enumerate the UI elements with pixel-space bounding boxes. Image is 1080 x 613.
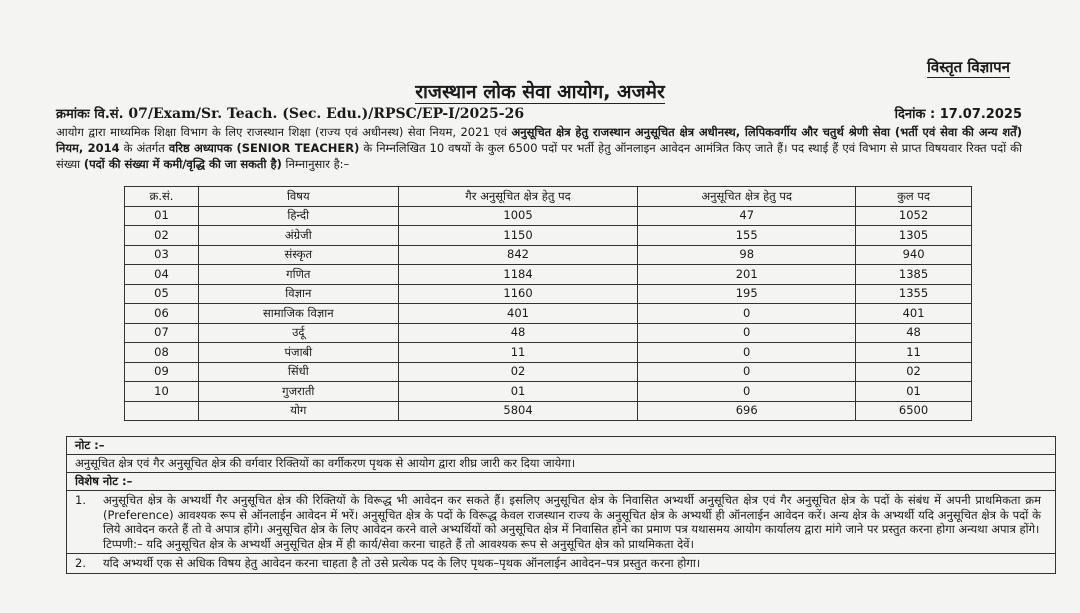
cell-serial: 07: [125, 323, 199, 343]
cell-subject: विज्ञान: [198, 284, 398, 304]
cell-subject: गुजराती: [198, 382, 398, 402]
intro-text-4: निम्नानुसार है:–: [281, 157, 350, 171]
cell-non-scheduled: 1005: [398, 206, 638, 226]
cell-non-scheduled: 842: [398, 245, 638, 265]
cell-scheduled: 201: [638, 265, 856, 285]
table-row: [125, 323, 972, 343]
note-title: नोट :–: [67, 437, 1055, 455]
cell-total: 1385: [856, 265, 972, 285]
intro-bold-1: अनुसूचित क्षेत्र हेतु राजस्थान अनुसूचित क्षेत्र अधीनस्थ, लिपिकवर्गीय और चतुर्थ श्रेणी सेवा (भर्ती एवं सेवा की अन्य शर्तें) नियम, 2014: [56, 125, 1022, 155]
table-row: [125, 362, 972, 382]
header-total: कुल पद: [856, 187, 972, 207]
cell-non-scheduled: 1150: [398, 226, 638, 246]
cell-total: 02: [856, 362, 972, 382]
cell-total: 48: [856, 323, 972, 343]
intro-bold-2: वरिष्ठ अध्यापक (SENIOR TEACHER): [168, 141, 360, 155]
intro-text-1: आयोग द्वारा माध्यमिक शिक्षा विभाग के लिए राजस्थान शिक्षा (राज्य एवं अधीनस्थ) सेवा नियम, 2021 एवं: [56, 125, 512, 139]
intro-bold-3: (पदों की संख्या में कमी/वृद्धि की जा सकती है): [83, 157, 282, 171]
cell-total: 01: [856, 382, 972, 402]
cell-scheduled: 0: [638, 323, 856, 343]
note-text: अनुसूचित क्षेत्र एवं गैर अनुसूचित क्षेत्र की वर्गवार रिक्तियों का वर्गीकरण पृथक से आयोग द्वारा शीघ्र जारी कर दिया जायेगा।: [67, 455, 1055, 473]
cell-scheduled: 47: [638, 206, 856, 226]
intro-paragraph: [56, 124, 1022, 172]
table-total-row: [125, 401, 972, 421]
reference-value: 07/Exam/Sr. Teach. (Sec. Edu.)/RPSC/EP-I/2025-26: [128, 106, 525, 122]
table-row: [125, 265, 972, 285]
cell-subject: सामाजिक विज्ञान: [198, 304, 398, 324]
cell-non-scheduled: 1160: [398, 284, 638, 304]
cell-scheduled: 155: [638, 226, 856, 246]
cell-subject: उर्दू: [198, 323, 398, 343]
cell-non-scheduled: 1184: [398, 265, 638, 285]
cell-serial: 08: [125, 343, 199, 363]
header-non-scheduled: गैर अनुसूचित क्षेत्र हेतु पद: [398, 187, 638, 207]
cell-serial: 10: [125, 382, 199, 402]
cell-non-scheduled: 401: [398, 304, 638, 324]
cell-subject: संस्कृत: [198, 245, 398, 265]
total-all: 6500: [856, 401, 972, 421]
cell-serial: 03: [125, 245, 199, 265]
organization-title: [0, 78, 1080, 104]
cell-non-scheduled: 01: [398, 382, 638, 402]
cell-serial: 02: [125, 226, 199, 246]
intro-text-3: के निम्नलिखित 10 वषयों के कुल 6500 पदों पर भर्ती हेतु ऑनलाइन आवेदन आमंत्रित किए जाते हैं। पद स्थाई हैं एवं विभाग से प्राप्त विषयवार रिक्त पदों की संख्या: [56, 141, 1022, 171]
header-scheduled: अनुसूचित क्षेत्र हेतु पद: [638, 187, 856, 207]
cell-subject: सिंधी: [198, 362, 398, 382]
cell-non-scheduled: 11: [398, 343, 638, 363]
total-non-scheduled: 5804: [398, 401, 638, 421]
total-scheduled: 696: [638, 401, 856, 421]
special-note-item-1: [67, 491, 1055, 554]
cell-non-scheduled: 48: [398, 323, 638, 343]
table-header-row: [125, 187, 972, 207]
cell-scheduled: 98: [638, 245, 856, 265]
cell-total: 401: [856, 304, 972, 324]
table-row: [125, 226, 972, 246]
ad-type-label: विस्तृत विज्ञापन: [927, 58, 1010, 76]
cell-empty: [125, 401, 199, 421]
table-row: [125, 343, 972, 363]
cell-serial: 01: [125, 206, 199, 226]
table-row: [125, 206, 972, 226]
cell-subject: पंजाबी: [198, 343, 398, 363]
advertisement-date: [895, 104, 1022, 122]
notes-box: [66, 436, 1056, 574]
cell-scheduled: 195: [638, 284, 856, 304]
cell-total: 1052: [856, 206, 972, 226]
table-row: [125, 284, 972, 304]
cell-serial: 06: [125, 304, 199, 324]
cell-serial: 09: [125, 362, 199, 382]
cell-total: 11: [856, 343, 972, 363]
reference-line: [56, 104, 1022, 122]
special-note-title: विशेष नोट :–: [67, 473, 1055, 491]
reference-label: क्रमांकः वि.सं.: [56, 107, 124, 122]
cell-scheduled: 0: [638, 382, 856, 402]
item-text: अनुसूचित क्षेत्र के अभ्यर्थी गैर अनुसूचित क्षेत्र की रिक्तियों के विरूद्ध भी आवेदन कर सकते हैं। इसलिए अनुसूचित क्षेत्र के निवासित अभ्यर्थी अनुसूचित क्षेत्र एवं गैर अनुसूचित क्षेत्र के पदों के संबंध में अपनी प्राथमिकता क्रम (Preference) आवश्यक रूप से ऑनलाईन आवेदन में भरें। अनुसूचित क्षेत्र के पदों के विरूद्ध केवल राजस्थान राज्य के अनुसूचित क्षेत्र के अभ्यर्थी ही ऑनलाईन आवेदन करें। अन्य क्षेत्र के अभ्यर्थी यदि अनुसूचित क्षेत्र के पदों के लिये आवेदन करते हैं तो वे अपात्र होंगे। अनुसूचित क्षेत्र के लिए आवेदन करने वाले अभ्यर्थियों को अनुसूचित क्षेत्र में निवासित होने का प्रमाण पत्र यथासमय आयोग कार्यालय द्वारा मांगे जाने पर प्रस्तुत करना होगा अन्यथा अपात्र होंगे।: [103, 493, 1041, 536]
special-note-item-2: [67, 554, 1055, 573]
date-value: 17.07.2025: [939, 107, 1022, 122]
cell-total: 1355: [856, 284, 972, 304]
posts-table: [124, 186, 972, 421]
table-row: [125, 304, 972, 324]
item-text: यदि अभ्यर्थी एक से अधिक विषय हेतु आवेदन करना चाहता है तो उसे प्रत्येक पद के लिए पृथक–पृथक ऑनलाईन आवेदन–पत्र प्रस्तुत करना होगा।: [103, 556, 701, 570]
cell-subject: हिन्दी: [198, 206, 398, 226]
table-row: [125, 245, 972, 265]
cell-total: 1305: [856, 226, 972, 246]
item-number: 2.: [75, 556, 86, 570]
cell-subject: अंग्रेजी: [198, 226, 398, 246]
cell-scheduled: 0: [638, 343, 856, 363]
reference-number: [56, 104, 524, 122]
header-subject: विषय: [198, 187, 398, 207]
total-label: योग: [198, 401, 398, 421]
intro-text-2: के अंतर्गत: [119, 141, 169, 155]
item-tip: टिप्पणी:– यदि अनुसूचित क्षेत्र के अभ्यर्थी अनुसूचित क्षेत्र में ही कार्य/सेवा करना चाहते हैं तो आवश्यक रूप से अनुसूचित क्षेत्र को प्राथमिकता देवें।: [103, 536, 694, 551]
table-row: [125, 382, 972, 402]
cell-non-scheduled: 02: [398, 362, 638, 382]
cell-scheduled: 0: [638, 304, 856, 324]
cell-subject: गणित: [198, 265, 398, 285]
item-number: 1.: [75, 493, 86, 507]
cell-serial: 04: [125, 265, 199, 285]
date-label: दिनांक :: [894, 107, 936, 122]
cell-serial: 05: [125, 284, 199, 304]
cell-scheduled: 0: [638, 362, 856, 382]
cell-total: 940: [856, 245, 972, 265]
header-serial: क्र.सं.: [125, 187, 199, 207]
organization-name: राजस्थान लोक सेवा आयोग, अजमेर: [415, 81, 665, 103]
